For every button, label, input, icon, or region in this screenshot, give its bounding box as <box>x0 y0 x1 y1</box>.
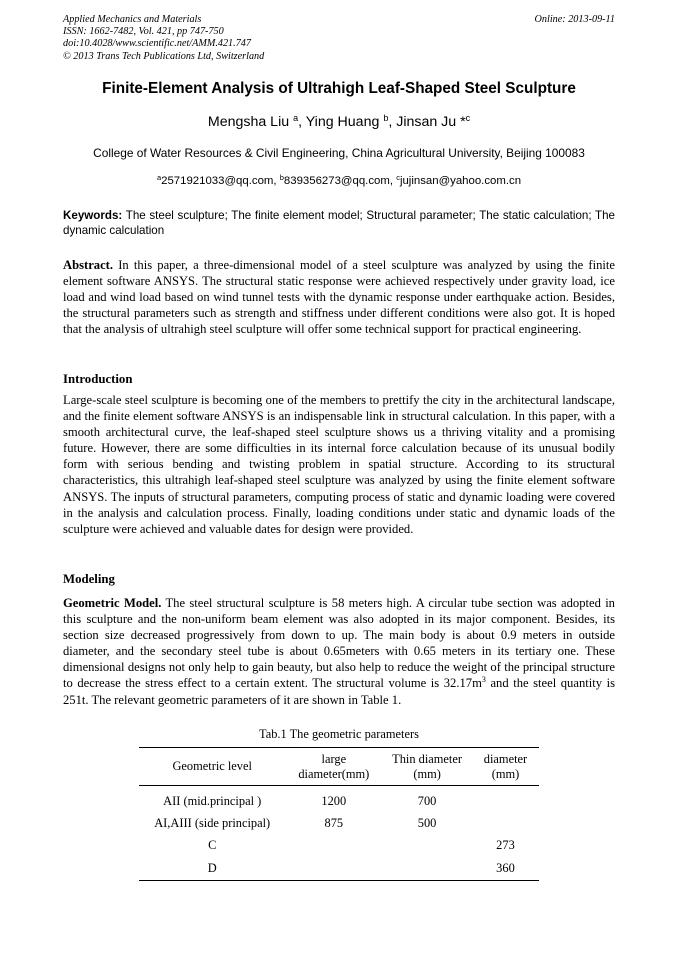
volume-superscript: 3 <box>481 675 486 685</box>
author-superscript: c <box>465 113 471 123</box>
table-header-cell: large diameter(mm) <box>298 752 370 781</box>
table-cell: 273 <box>496 838 515 853</box>
issn-line: ISSN: 1662-7482, Vol. 421, pp 747-750 <box>63 26 224 38</box>
affiliation: College of Water Resources & Civil Engineering, China Agricultural University, Beijing 100083 <box>93 146 585 160</box>
email-separator: , <box>273 175 280 187</box>
abstract-label: Abstract. <box>63 258 114 272</box>
author-separator: , <box>388 114 397 130</box>
journal-name: Applied Mechanics and Materials <box>63 14 202 25</box>
table-header-cell: diameter (mm) <box>483 752 528 781</box>
author-separator: , <box>298 114 306 130</box>
email-list <box>63 175 615 187</box>
table-cell <box>472 786 539 813</box>
online-date: Online: 2013-09-11 <box>534 14 615 25</box>
table-cell: 360 <box>496 860 515 875</box>
table-cell: 1200 <box>321 793 347 808</box>
table-row <box>139 835 539 857</box>
email-address: 2571921033@qq.com <box>161 175 274 187</box>
geometric-text-before: The steel structural sculpture is 58 meters high. A circular tube section was adopted in this sculpture and the non-uniform beam element was also adopted in its major component. Besides, its section size decreased progressively from down to up. The main body is about 0.9 meters in outside diameter, and the secondary steel tube is about 0.65meters with 0.65 meters in its tertiary one. These dimensional designs not only help to gain beauty, but also help to reduce the weight of the principal structure to decrease the stress effect to a certain extent. The structural volume is 32.17m <box>63 596 615 691</box>
subsection-label: Geometric Model. <box>63 596 162 610</box>
table-cell: AI,AIII (side principal) <box>154 816 271 831</box>
paper-title: Finite-Element Analysis of Ultrahigh Leaf-Shaped Steel Sculpture <box>102 80 576 97</box>
section-heading-modeling: Modeling <box>63 572 115 586</box>
table-header-row <box>139 748 539 786</box>
table-cell: 875 <box>324 816 344 831</box>
author-name: Jinsan Ju * <box>396 114 466 130</box>
keywords <box>63 208 615 239</box>
journal-header <box>63 14 615 63</box>
table-cell <box>285 835 382 857</box>
email-separator: , <box>389 175 397 187</box>
copyright-line: © 2013 Trans Tech Publications Ltd, Switzerland <box>63 50 265 62</box>
author-name: Ying Huang <box>305 114 380 130</box>
geometric-parameters-table <box>139 747 539 881</box>
table-cell: C <box>208 838 217 853</box>
table-cell: D <box>207 860 217 875</box>
author-superscript: b <box>383 113 389 123</box>
table-cell <box>285 857 382 880</box>
author-list <box>63 114 615 130</box>
introduction-paragraph: Large-scale steel sculpture is becoming one of the members to prettify the city in the architectural landscape, and the finite element software ANSYS is an indispensable link in structural calculation. In this paper, with a smooth architectural curve, the leaf-shaped steel sculpture shows us a thriving vitality and a promising future. However, there are some difficulties in its internal force calculation because of its unusual bodily form with serious bending and twisting problem in spatial structure. According to its structural characteristics, this ultrahigh leaf-shaped steel sculpture was analyzed by using the finite element software ANSYS. The inputs of structural parameters, computing process of static and dynamic loading were covered in the analysis and calculation process. Finally, loading conditions under static and dynamic loads of the sculpture were achieved and valuable dates for design were provided. <box>63 393 615 536</box>
table-header-cell: Thin diameter (mm) <box>392 752 462 781</box>
abstract-text: In this paper, a three-dimensional model of a steel sculpture was analyzed by using the finite element software ANSYS. The structural static response were achieved respectively under gravity load, ice load and wind load based on wind tunnel tests with the dynamic response under earthquake action. Besides, the structural parameters such as strength and stiffness under different conditions were also got. It is hoped that the analysis of ultrahigh steel sculpture will offer some technical support for practical engineering. <box>63 258 615 337</box>
table-cell: AII (mid.principal ) <box>163 793 262 808</box>
keywords-label: Keywords: <box>63 209 123 222</box>
table-cell <box>382 835 472 857</box>
section-heading-introduction: Introduction <box>63 372 133 386</box>
author-superscript: a <box>293 113 299 123</box>
table-cell <box>472 812 539 834</box>
email-address: jujinsan@yahoo.com.cn <box>399 175 522 187</box>
table-caption: Tab.1 The geometric parameters <box>259 727 419 741</box>
table-cell <box>382 857 472 880</box>
author-name: Mengsha Liu <box>207 114 290 130</box>
email-address: 839356273@qq.com <box>283 175 390 187</box>
geometric-text-after: and the steel quantity is 251t. The relevant geometric parameters of it are shown in Table 1. <box>63 676 615 707</box>
keywords-text: The steel sculpture; The finite element model; Structural parameter; The static calculation; The dynamic calculation <box>63 209 615 238</box>
email-superscript: a <box>156 173 162 182</box>
table-row <box>139 812 539 834</box>
table-cell: 500 <box>417 816 437 831</box>
geometric-model-paragraph <box>63 595 615 708</box>
doi-line: doi:10.4028/www.scientific.net/AMM.421.747 <box>63 38 251 50</box>
table-row <box>139 857 539 880</box>
email-superscript: c <box>396 173 400 182</box>
table-cell: 700 <box>417 793 437 808</box>
email-superscript: b <box>279 173 284 182</box>
table-header-cell: Geometric level <box>172 759 252 774</box>
abstract <box>63 257 615 337</box>
table-row <box>139 786 539 813</box>
